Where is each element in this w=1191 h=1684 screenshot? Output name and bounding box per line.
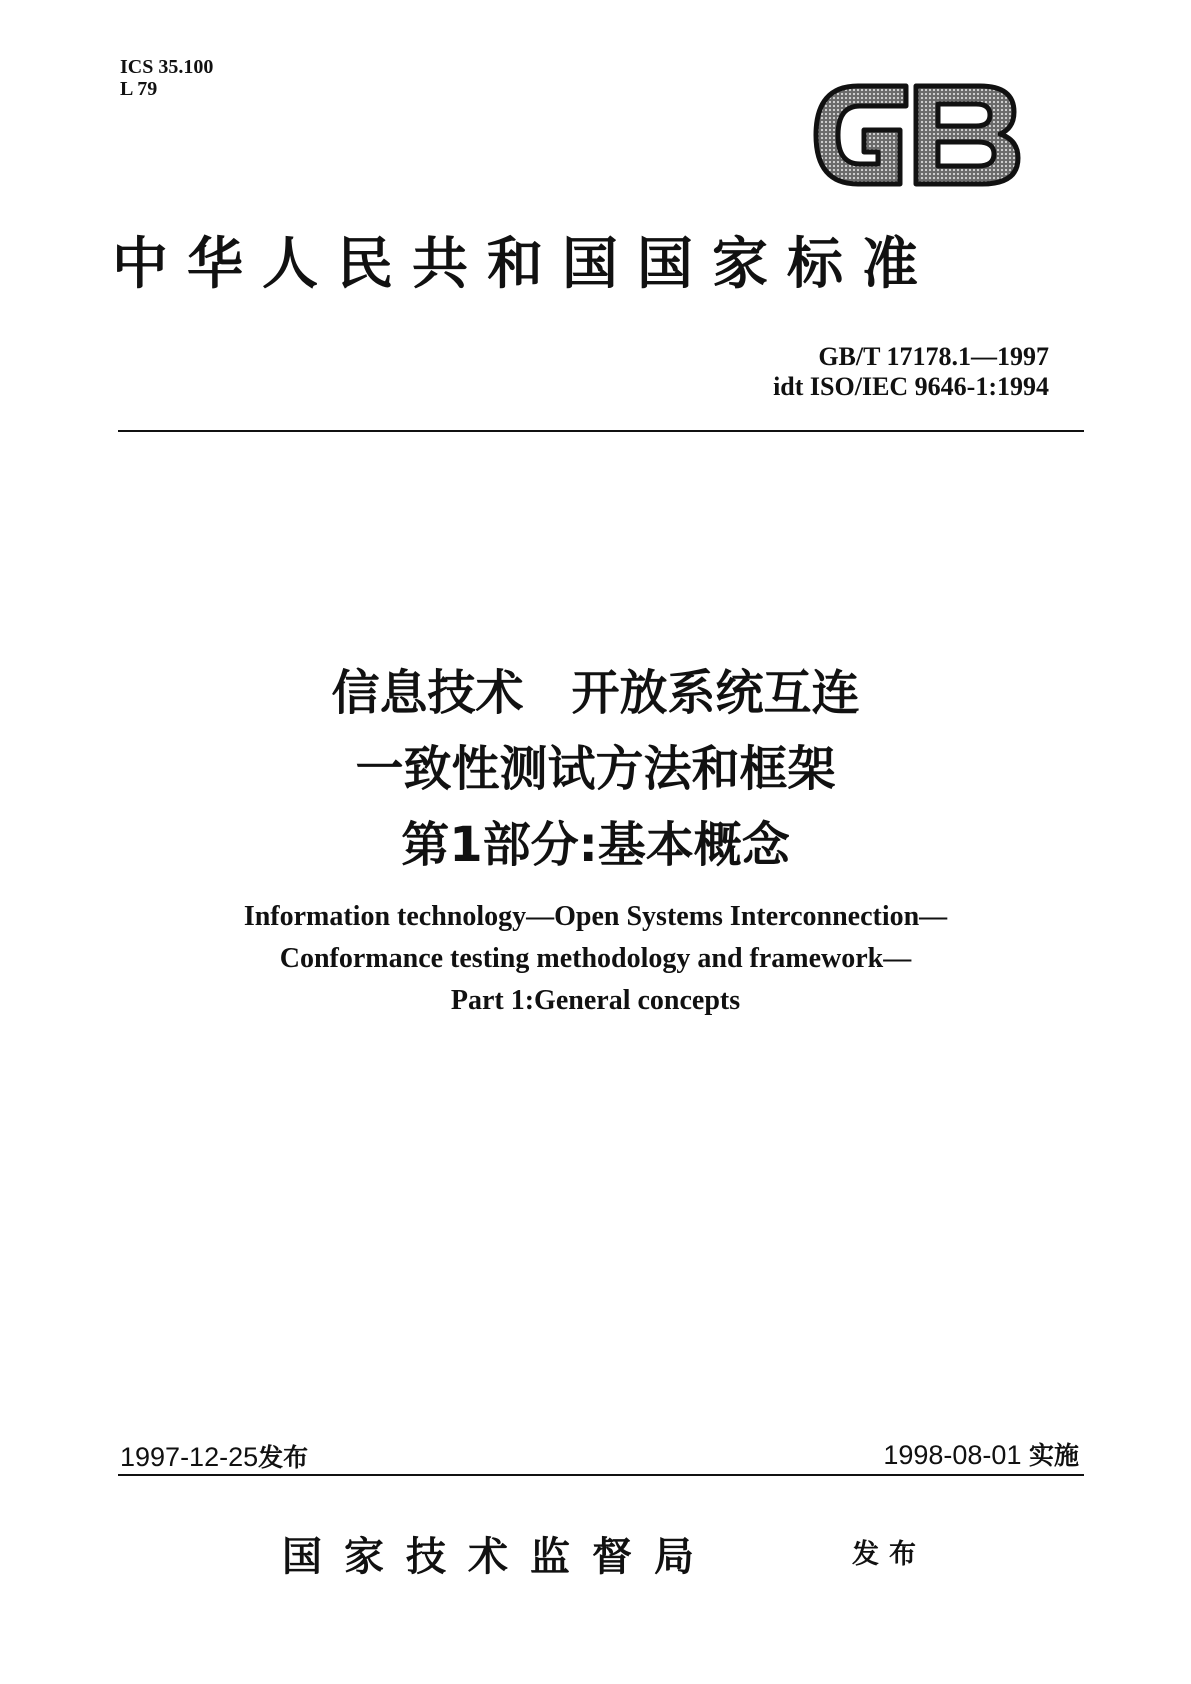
top-divider: [118, 430, 1084, 432]
implementation-date-line: [883, 1436, 1079, 1472]
publisher-suffix: 发布: [852, 1539, 926, 1570]
national-standard-heading: 中华人民共和国国家标准: [112, 231, 937, 297]
issue-label: 发布: [258, 1443, 309, 1472]
standard-number: GB/T 17178.1—1997: [818, 342, 1049, 371]
title-english: [0, 896, 1191, 1022]
gb-logo: [808, 76, 1022, 194]
title-cn-line-1: 信息技术 开放系统互连: [331, 665, 860, 721]
ics-code: ICS 35.100: [120, 56, 214, 78]
ccs-code: L 79: [120, 78, 158, 100]
title-en-line-1: Information technology—Open Systems Interconnection—: [243, 901, 948, 932]
title-cn-line-3: 第1部分:基本概念: [401, 817, 790, 873]
title-chinese: [0, 655, 1191, 883]
identical-standard: idt ISO/IEC 9646-1:1994: [773, 372, 1049, 401]
issue-date-line: [120, 1438, 308, 1474]
title-en-line-3: Part 1:General concepts: [450, 985, 741, 1016]
publisher-name: 国家技术监督局: [282, 1533, 716, 1580]
issue-date: 1997-12-25: [120, 1442, 259, 1472]
title-cn-line-2: 一致性测试方法和框架: [355, 741, 836, 797]
standard-numbers: [773, 342, 1049, 402]
bottom-divider: [118, 1474, 1084, 1476]
classification-codes: [120, 56, 213, 100]
implementation-date: 1998-08-01: [883, 1440, 1022, 1470]
implementation-label: 实施: [1028, 1441, 1079, 1470]
title-en-line-2: Conformance testing methodology and framework—: [279, 943, 912, 974]
